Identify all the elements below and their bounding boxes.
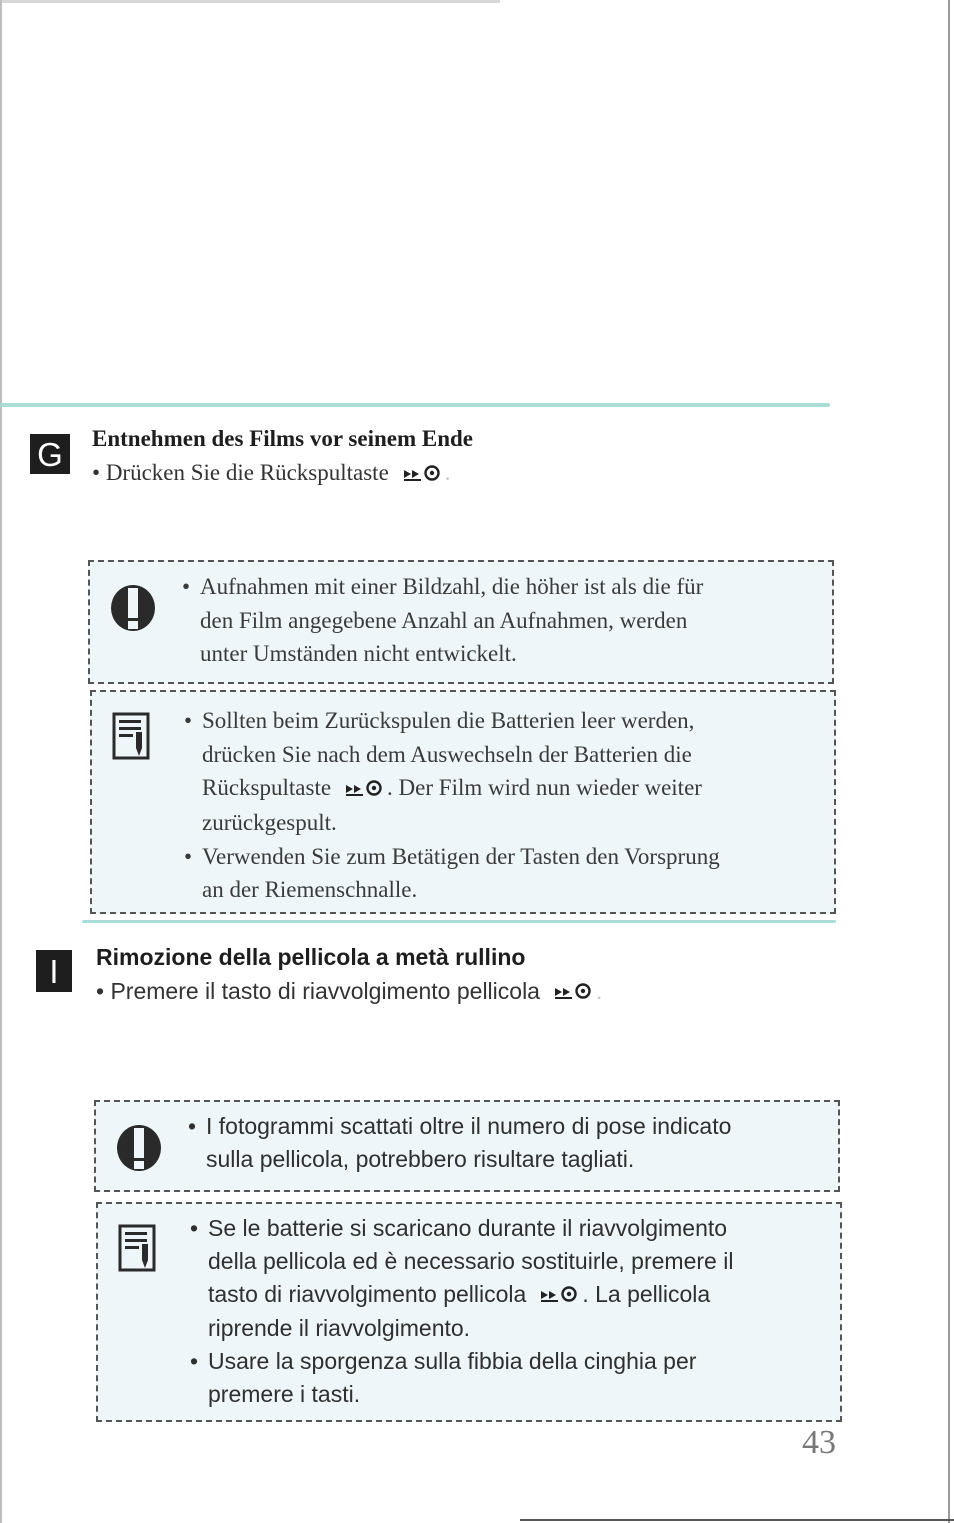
- language-tab-german: [30, 434, 70, 474]
- language-tab-italian: [36, 950, 72, 992]
- caution-box-german: [88, 560, 834, 684]
- instruction-end: .: [444, 460, 451, 485]
- note-box-italian: [96, 1202, 842, 1422]
- note-item: • Verwenden Sie zum Betätigen der Tasten den Vorsprung an der Riemenschnalle.: [184, 840, 720, 907]
- page-number: 43: [802, 1424, 836, 1461]
- film-rewind-icon: [540, 1279, 578, 1312]
- caution-icon: [110, 584, 156, 637]
- note-memo-icon: [118, 1224, 156, 1279]
- caution-icon: [116, 1124, 162, 1177]
- note-item: • Se le batterie si scaricano durante il riavvolgimento della pellicola ed è necessario sostituirle, premere il tasto di riavvolgimento pellicola . La pellicola riprende il riavvolgimento.: [190, 1212, 733, 1345]
- instruction-end: .: [595, 978, 603, 1004]
- caution-box-italian: [94, 1100, 840, 1192]
- caution-item: • I fotogrammi scattati oltre il numero di pose indicato sulla pellicola, potrebbero risultare tagliati.: [188, 1110, 731, 1176]
- note-box-german: [90, 690, 836, 914]
- instruction-italian: • Premere il tasto di riavvolgimento pellicola .: [96, 978, 602, 1006]
- section-divider-german: [0, 403, 830, 407]
- section-divider-italian: [82, 920, 836, 923]
- page-edge-bottom: [520, 1519, 954, 1521]
- section-heading-italian: Rimozione della pellicola a metà rullino: [96, 944, 526, 970]
- page-edge-top: [0, 0, 500, 3]
- note-memo-icon: [112, 712, 150, 767]
- page-edge-left: [0, 0, 2, 1523]
- film-rewind-icon: [403, 462, 441, 488]
- section-heading-german: Entnehmen des Films vor seinem Ende: [92, 426, 474, 451]
- note-item: • Usare la sporgenza sulla fibbia della cinghia per premere i tasti.: [190, 1345, 733, 1411]
- note-text-german: [184, 704, 720, 907]
- language-tab-letter: G: [37, 435, 63, 473]
- instruction-german: • Drücken Sie die Rückspultaste .: [92, 460, 451, 488]
- caution-text-italian: [188, 1110, 731, 1176]
- note-item: • Sollten beim Zurückspulen die Batterien leer werden, drücken Sie nach dem Auswechseln der Batterien die Rückspultaste . Der Film wird nun wieder weiter zurückgespult.: [184, 704, 720, 840]
- note-text-italian: [190, 1212, 733, 1411]
- caution-item: • Aufnahmen mit einer Bildzahl, die höher ist als die für den Film angegebene Anzahl an Aufnahmen, werden unter Umständen nicht entwickelt.: [182, 570, 703, 671]
- caution-text-german: [182, 570, 703, 671]
- instruction-text: Premere il tasto di riavvolgimento pellicola: [110, 978, 540, 1004]
- film-rewind-icon: [554, 979, 592, 1006]
- page-edge-right: [948, 0, 950, 1523]
- instruction-text: Drücken Sie die Rückspultaste: [105, 460, 389, 485]
- language-tab-letter: I: [49, 952, 59, 990]
- film-rewind-icon: [345, 773, 383, 807]
